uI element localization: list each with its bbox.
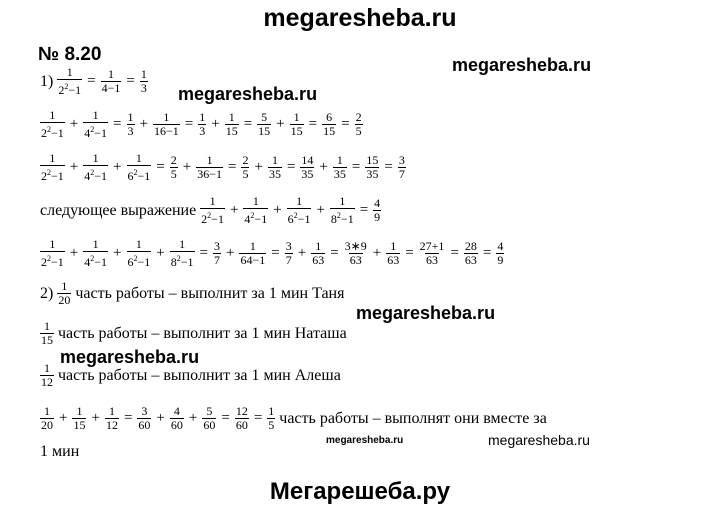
line-3: $\frac{1}{2^2-1}$ + $\frac{1}{4^2-1}$ + $\frac{1}{6^2-1}$ = $\frac{2}{5}$ + $\frac{1}{36-1}$ = $\frac{2}{5}$ + $\frac{1}{35}$ = $\frac{14}{35}$ + $\frac{1}{35}$ = $\frac{15}{35}$ = $\frac{3}{7}$ (41, 151, 405, 183)
line-4: следующее выражение $\frac{1}{2^2-1}$ + $\frac{1}{4^2-1}$ + $\frac{1}{6^2-1}$ + $\frac{1}{8^2-1}$ = $\frac{4}{9}$ (40, 194, 381, 226)
problem-number: № 8.20 (38, 44, 102, 65)
line-2: $\frac{1}{2^2-1}$ + $\frac{1}{4^2-1}$ = $\frac{1}{3}$ + $\frac{1}{16-1}$ = $\frac{1}{3}$ + $\frac{1}{15}$ = $\frac{5}{15}$ + $\frac{1}{15}$ = $\frac{6}{15}$ = $\frac{2}{5}$ (41, 108, 362, 140)
watermark-top: megaresheba.ru (263, 4, 457, 32)
tanya-text: часть работы – выполнит за 1 мин Таня (75, 284, 345, 302)
watermark: megaresheba.ru (326, 435, 404, 446)
line-together: $\frac{1}{20}$ + $\frac{1}{15}$ + $\frac{1}{12}$ = $\frac{3}{60}$ + $\frac{4}{60}$ + $\frac{5}{60}$ = $\frac{12}{60}$ = $\frac{1}{5}$ часть работы – выполнят они вместе за (41, 404, 547, 432)
fraction: $\frac{1}{3}$ (140, 67, 147, 95)
line-alesha: $\frac{1}{12}$ часть работы – выполнит за 1 мин Алеша (41, 361, 341, 389)
together-text: часть работы – выполнят они вместе за (279, 409, 547, 427)
watermark-bottom: Мегарешеба.ру (269, 478, 451, 505)
part2-label: 2) (40, 284, 54, 302)
fraction: $\frac{1}{2^2-1}$ (58, 65, 82, 97)
alesha-text: часть работы – выполнит за 1 мин Алеша (58, 366, 341, 384)
line-1: 1) $\frac{1}{2^2-1}$ = $\frac{1}{4-1}$ = $\frac{1}{3}$ (40, 65, 147, 97)
watermark: megaresheba.ru (178, 84, 318, 104)
watermark: megaresheba.ru (488, 432, 590, 448)
watermark: megaresheba.ru (356, 303, 496, 323)
part1-label: 1) (40, 72, 54, 90)
together-tail: 1 мин (40, 443, 80, 460)
next-expression-text: следующее выражение (40, 201, 197, 219)
line-tanya: 2) $\frac{1}{20}$ часть работы – выполнит за 1 мин Таня (40, 279, 345, 307)
line-natasha: $\frac{1}{15}$ часть работы – выполнит за 1 мин Наташа (41, 319, 347, 347)
watermark: megaresheba.ru (60, 347, 200, 367)
watermark: megaresheba.ru (452, 55, 592, 75)
line-5: $\frac{1}{2^2-1}$ + $\frac{1}{4^2-1}$ + $\frac{1}{6^2-1}$ + $\frac{1}{8^2-1}$ = $\frac{3}{7}$ + $\frac{1}{64-1}$ = $\frac{3}{7}$ + $\frac{1}{63}$ = $\frac{3∗9}{63}$ + $\frac{1}{63}$ = $\frac{27+1}{63}$ = $\frac{28}{63}$ = $\frac{4}{9}$ (41, 237, 504, 269)
fraction: $\frac{1}{4-1}$ (101, 67, 121, 95)
natasha-text: часть работы – выполнит за 1 мин Наташа (58, 324, 347, 342)
line-together-tail (38, 443, 81, 461)
